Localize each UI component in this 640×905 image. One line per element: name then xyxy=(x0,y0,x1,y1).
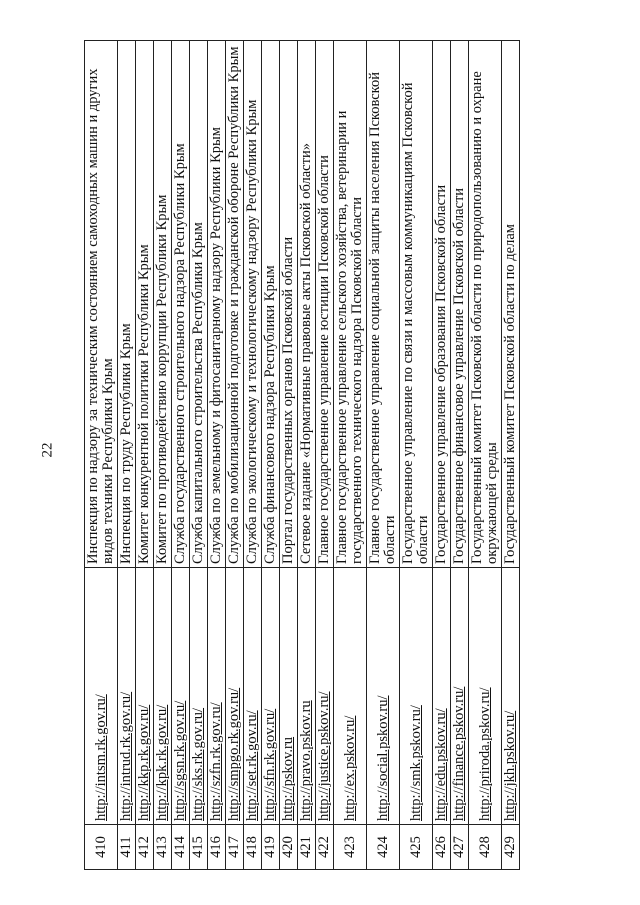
organization-name: Комитет по противодействию коррупции Республики Крым xyxy=(154,41,172,568)
table-row xyxy=(190,41,208,870)
table-row xyxy=(244,41,262,870)
table-row xyxy=(367,41,400,870)
site-link[interactable]: http://kkp.rk.gov.ru/ xyxy=(136,704,152,821)
table-row xyxy=(280,41,298,870)
organization-name: Сетевое издание «Нормативные правовые акты Псковской области» xyxy=(298,41,316,568)
page-number: 22 xyxy=(39,442,56,458)
row-number: 412 xyxy=(136,825,154,870)
table-row xyxy=(172,41,190,870)
organization-name: Инспекция по труду Республики Крым xyxy=(118,41,136,568)
url-cell xyxy=(400,568,433,825)
row-number: 415 xyxy=(190,825,208,870)
site-link[interactable]: http://sfn.rk.gov.ru/ xyxy=(262,708,278,821)
site-link[interactable]: http://finance.pskov.ru/ xyxy=(451,686,467,821)
row-number: 423 xyxy=(334,825,367,870)
url-cell xyxy=(244,568,262,825)
url-cell xyxy=(136,568,154,825)
organization-name: Государственное управление образования Псковской области xyxy=(433,41,451,568)
organization-name: Главное государственное управление юстиции Псковской области xyxy=(316,41,334,568)
table-row xyxy=(118,41,136,870)
site-link[interactable]: http://smpgo.rk.gov.ru/ xyxy=(226,687,242,821)
table-row xyxy=(136,41,154,870)
organization-name: Служба капитального строительства Республики Крым xyxy=(190,41,208,568)
url-cell xyxy=(451,568,469,825)
table-row xyxy=(208,41,226,870)
table-row xyxy=(502,41,520,870)
url-cell xyxy=(469,568,502,825)
url-cell xyxy=(262,568,280,825)
url-cell xyxy=(190,568,208,825)
table-row xyxy=(262,41,280,870)
organization-name: Инспекция по надзору за техническим состоянием самоходных машин и других видов техники Республики Крым xyxy=(85,41,118,568)
url-cell xyxy=(316,568,334,825)
table-row xyxy=(316,41,334,870)
row-number: 428 xyxy=(469,825,502,870)
url-cell xyxy=(298,568,316,825)
site-link[interactable]: http://ex.pskov.ru/ xyxy=(341,715,358,821)
url-cell xyxy=(334,568,367,825)
site-link[interactable]: http://intsm.rk.gov.ru/ xyxy=(92,694,109,821)
row-number: 416 xyxy=(208,825,226,870)
url-cell xyxy=(208,568,226,825)
rotated-table-area xyxy=(84,40,584,870)
table-row xyxy=(469,41,502,870)
row-number: 421 xyxy=(298,825,316,870)
organization-name: Служба по земельному и фитосанитарному надзору Республики Крым xyxy=(208,41,226,568)
row-number: 410 xyxy=(85,825,118,870)
table-row xyxy=(400,41,433,870)
url-cell xyxy=(367,568,400,825)
site-link[interactable]: http://justice.pskov.ru/ xyxy=(316,691,332,821)
organization-name: Государственный комитет Псковской области по делам xyxy=(502,41,520,568)
organization-name: Государственное финансовое управление Псковской области xyxy=(451,41,469,568)
site-link[interactable]: http://kpk.rk.gov.ru/ xyxy=(154,704,170,821)
row-number: 425 xyxy=(400,825,433,870)
organization-name: Государственное управление по связи и массовым коммуникациям Псковской области xyxy=(400,41,433,568)
rotated-table-container xyxy=(84,40,584,870)
organization-name: Комитет конкурентной политики Республики Крым xyxy=(136,41,154,568)
organization-name: Служба по экологическому и технологическому надзору Республики Крым xyxy=(244,41,262,568)
row-number: 417 xyxy=(226,825,244,870)
site-link[interactable]: http://intrud.rk.gov.ru/ xyxy=(118,691,134,821)
table-row xyxy=(154,41,172,870)
row-number: 426 xyxy=(433,825,451,870)
table-row xyxy=(433,41,451,870)
row-number: 424 xyxy=(367,825,400,870)
row-number: 411 xyxy=(118,825,136,870)
table-row xyxy=(334,41,367,870)
site-link[interactable]: http://sks.rk.gov.ru/ xyxy=(190,707,206,821)
row-number: 429 xyxy=(502,825,520,870)
url-cell xyxy=(85,568,118,825)
site-link[interactable]: http://edu.pskov.ru/ xyxy=(433,708,449,821)
table-row xyxy=(85,41,118,870)
url-cell xyxy=(433,568,451,825)
url-cell xyxy=(118,568,136,825)
organization-name: Служба финансового надзора Республики Крым xyxy=(262,41,280,568)
url-cell xyxy=(226,568,244,825)
organization-name: Портал государственных органов Псковской области xyxy=(280,41,298,568)
site-link[interactable]: http://set.rk.gov.ru/ xyxy=(244,710,260,821)
organization-name: Главное государственное управление сельского хозяйства, ветеринарии и государственного технического надзора Псковской области xyxy=(334,41,367,568)
row-number: 419 xyxy=(262,825,280,870)
site-link[interactable]: http://priroda.pskov.ru/ xyxy=(476,687,493,821)
table-row xyxy=(226,41,244,870)
organization-name: Служба государственного строительного надзора Республики Крым xyxy=(172,41,190,568)
table-row xyxy=(298,41,316,870)
row-number: 420 xyxy=(280,825,298,870)
row-number: 413 xyxy=(154,825,172,870)
site-link[interactable]: http://social.pskov.ru/ xyxy=(374,695,391,821)
site-link[interactable]: http://pravo.pskov.ru xyxy=(298,700,314,821)
site-link[interactable]: http://szfn.rk.gov.ru/ xyxy=(208,702,224,821)
row-number: 422 xyxy=(316,825,334,870)
row-number: 427 xyxy=(451,825,469,870)
url-cell xyxy=(502,568,520,825)
site-link[interactable]: http://jkh.pskov.ru/ xyxy=(502,710,518,821)
url-cell xyxy=(280,568,298,825)
organization-name: Главное государственное управление социальной защиты населения Псковской области xyxy=(367,41,400,568)
table-body xyxy=(85,41,520,870)
organization-name: Государственный комитет Псковской области по природопользованию и охране окружающей среды xyxy=(469,41,502,568)
site-link[interactable]: http://pskov.ru xyxy=(280,736,296,821)
row-number: 418 xyxy=(244,825,262,870)
row-number: 414 xyxy=(172,825,190,870)
organization-name: Служба по мобилизационной подготовке и гражданской обороне Республики Крым xyxy=(226,41,244,568)
websites-table xyxy=(84,40,520,870)
table-row xyxy=(451,41,469,870)
site-link[interactable]: http://smk.pskov.ru/ xyxy=(407,705,424,821)
url-cell xyxy=(172,568,190,825)
site-link[interactable]: http://sgsn.rk.gov.ru/ xyxy=(172,700,188,821)
url-cell xyxy=(154,568,172,825)
